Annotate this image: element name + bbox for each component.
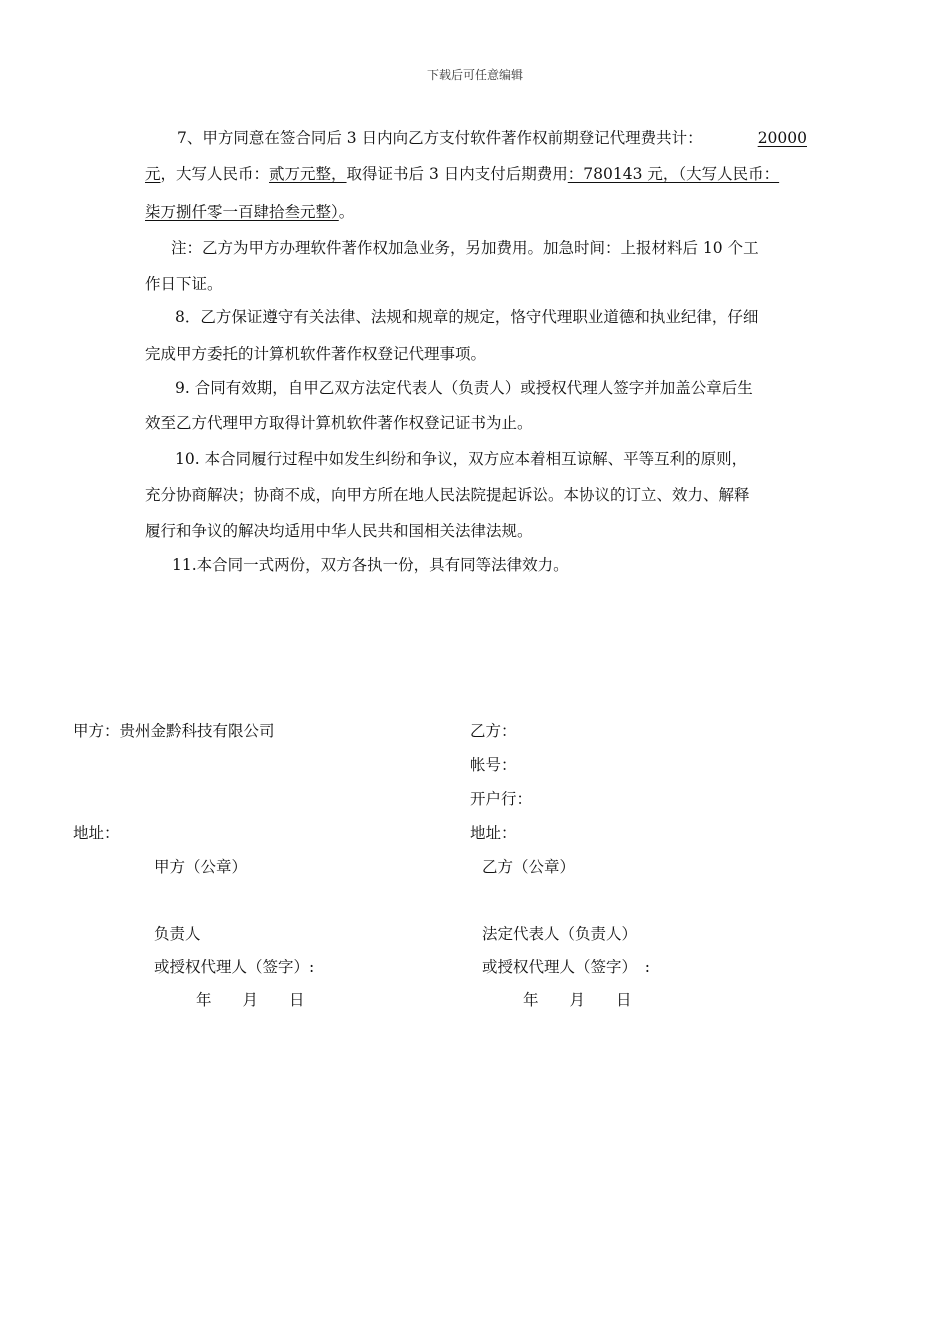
party-b-bank: 开户行： <box>470 790 533 808</box>
clause-10-line-1: 10. 本合同履行过程中如发生纠纷和争议，双方应本着相互谅解、平等互利的原则， <box>175 450 748 468</box>
clause-7-later-fee-words: 柒万捌仟零一百肆拾叁元整） <box>145 203 339 221</box>
clause-7-later-fee: ：780143 元，（大写人民币： <box>567 165 780 183</box>
party-b-address: 地址： <box>470 824 517 842</box>
clause-7-later-text: 取得证书后 3 日内支付后期费用 <box>346 165 568 183</box>
clause-7-line-1 <box>145 128 807 148</box>
clause-8-line-2: 完成甲方委托的计算机软件著作权登记代理事项。 <box>145 345 487 363</box>
party-b-legal-rep: 法定代表人（负责人） <box>482 925 638 943</box>
note-line-2: 作日下证。 <box>145 275 223 293</box>
party-b-date: 年 月 日 <box>523 991 632 1009</box>
clause-9-line-2: 效至乙方代理甲方取得计算机软件著作权登记证书为止。 <box>145 414 533 432</box>
party-a-agent: 或授权代理人（签字）: <box>154 958 315 976</box>
party-b-seal: 乙方（公章） <box>482 858 576 876</box>
clause-9-line-1: 9. 合同有效期，自甲乙双方法定代表人（负责人）或授权代理人签字并加盖公章后生 <box>175 379 753 397</box>
clause-7-yuan: 元 <box>145 165 161 183</box>
clause-11-line-1: 11.本合同一式两份，双方各执一份，具有同等法律效力。 <box>172 556 569 574</box>
clause-7-amount: 20000 <box>757 129 807 147</box>
party-a-seal: 甲方（公章） <box>154 858 248 876</box>
party-a-address: 地址： <box>73 824 120 842</box>
clause-7-text: 7、甲方同意在签合同后 3 日内向乙方支付软件著作权前期登记代理费共计： <box>177 129 703 147</box>
party-a-label: 甲方：贵州金黔科技有限公司 <box>73 722 275 740</box>
party-a-date: 年 月 日 <box>196 991 305 1009</box>
note-line-1: 注：乙方为甲方办理软件著作权加急业务，另加费用。加急时间：上报材料后 10 个工 <box>171 239 759 257</box>
clause-7-end: 。 <box>338 203 355 221</box>
clause-8-line-1: 8．乙方保证遵守有关法律、法规和规章的规定，恪守代理职业道德和执业纪律，仔细 <box>175 308 759 326</box>
party-b-agent: 或授权代理人（签字） : <box>482 958 650 976</box>
clause-7-line-2 <box>145 164 779 184</box>
clause-7-words-label: ，大写人民币： <box>160 165 270 183</box>
party-a-responsible: 负责人 <box>154 925 201 943</box>
clause-7-amount-words: 贰万元整， <box>269 165 347 183</box>
party-b-account: 帐号： <box>470 756 517 774</box>
clause-10-line-2: 充分协商解决；协商不成，向甲方所在地人民法院提起诉讼。本协议的订立、效力、解释 <box>145 486 750 504</box>
clause-7-line-3 <box>145 202 354 222</box>
clause-10-line-3: 履行和争议的解决均适用中华人民共和国相关法律法规。 <box>145 522 533 540</box>
party-b-label: 乙方： <box>470 722 517 740</box>
page-header-note: 下载后可任意编辑 <box>426 68 523 82</box>
